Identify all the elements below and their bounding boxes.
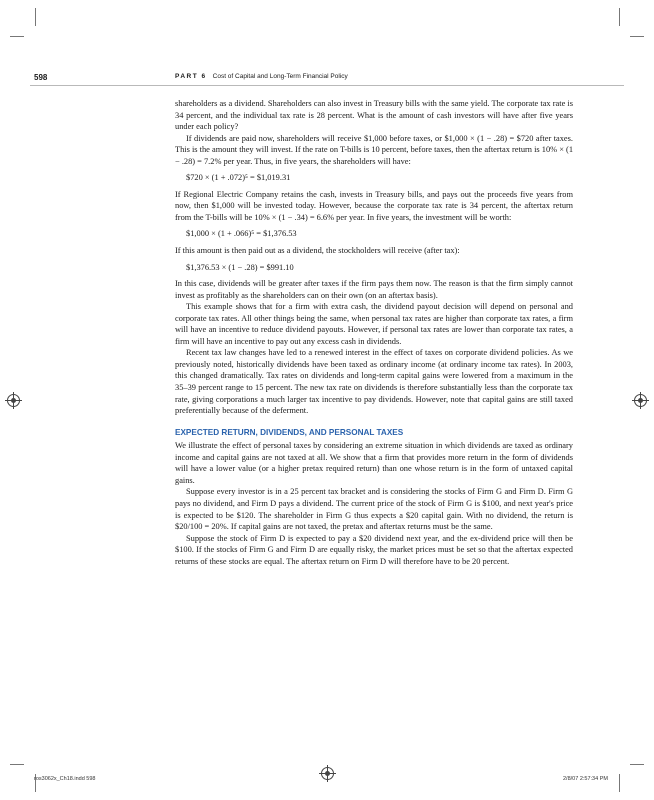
paragraph: shareholders as a dividend. Shareholders can also invest in Treasury bills with the same yield. The corporate tax rate is 34 percent, and the individual tax rate is 28 percent. What is the amount of cash investors will have after five years under each policy? [175, 99, 573, 132]
paragraph: Suppose the stock of Firm D is expected to pay a $20 dividend next year, and the ex-dividend price will then be $100. If the stocks of Firm G and Firm D are equally risky, the market prices must be set so that the aftertax expected returns of these stocks are equal. The aftertax return on Firm D will therefore have to be 20 percent. [175, 533, 573, 566]
paragraph: We illustrate the effect of personal taxes by considering an extreme situation in which dividends are taxed as ordinary income and capital gains are not taxed at all. We show that a firm that provides more return in the form of dividends will have a lower value (or a higher pretax required return) than one whose return is in the form of untaxed capital gains. [175, 441, 573, 485]
crop-mark [630, 36, 644, 37]
running-title: Cost of Capital and Long-Term Financial Policy [212, 73, 348, 80]
paragraph: If Regional Electric Company retains the cash, invests in Treasury bills, and pays out the proceeds five years from now, then $1,000 will be invested today. However, because the corporate tax rate is 34 percent, the aftertax return from the T-bills will be 10% × (1 − .34) = 6.6% per year. In five years, the investment will be worth: [175, 189, 573, 222]
paragraph: Suppose every investor is in a 25 percent tax bracket and is considering the stocks of Firm G and Firm D. Firm G pays no dividend, and Firm D pays a dividend. The current price of the stock of Firm G is $100, and next year's price is expected to be $120. The shareholder in Firm G thus expects a $20 capital gain. With no dividend, the return is $20/100 = 20%. If capital gains are not taxed, the pretax and aftertax returns must be the same. [175, 487, 573, 532]
section-heading: EXPECTED RETURN, DIVIDENDS, AND PERSONAL TAXES [175, 427, 404, 437]
page-body [175, 98, 573, 567]
paragraph: Recent tax law changes have led to a renewed interest in the effect of taxes on corporate dividend policies. As we previously noted, historically dividends have been taxed as ordinary income (at ordinary income tax rates). In 2003, this changed dramatically. Tax rates on dividends and long-term capital gains were lowered from a maximum in the 35–39 percent range to 15 percent. The new tax rate on dividends is therefore substantially less than the corporate tax rate, giving corporations a much larger tax incentive to pay dividends. However, note that capital gains are still taxed preferentially because of the deferment. [175, 348, 573, 416]
crop-mark [10, 36, 24, 37]
registration-mark-icon [321, 767, 334, 780]
crop-mark [619, 8, 620, 26]
crop-mark [35, 8, 36, 26]
equation: $1,000 × (1 + .066)⁵ = $1,376.53 [186, 229, 297, 239]
equation: $720 × (1 + .072)⁵ = $1,019.31 [186, 173, 291, 183]
paragraph: In this case, dividends will be greater after taxes if the firm pays them now. The reason is that the firm simply cannot invest as profitably as the shareholders can on their own (on an aftertax basis). [175, 279, 573, 300]
running-header [175, 73, 348, 80]
part-label: PART 6 [175, 73, 207, 80]
header-rule [30, 85, 624, 86]
footer-timestamp: 2/8/07 2:57:34 PM [563, 776, 608, 782]
crop-mark [619, 774, 620, 792]
crop-mark [10, 764, 24, 765]
paragraph: This example shows that for a firm with extra cash, the dividend payout decision will depend on personal and corporate tax rates. All other things being the same, when personal tax rates are higher than corporate tax rates, a firm will have an incentive to reduce dividend payouts. However, if personal tax rates are lower than corporate tax rates, a firm will have an incentive to pay out any excess cash in dividends. [175, 302, 573, 346]
paragraph: If dividends are paid now, shareholders will receive $1,000 before taxes, or $1,000 × (1 − .28) = $720 after taxes. This is the amount they will invest. If the rate on T-bills is 10 percent, before taxes, then the aftertax return is 10% × (1 − .28) = 7.2% per year. Thus, in five years, the shareholders will have: [175, 133, 574, 166]
equation: $1,376.53 × (1 − .28) = $991.10 [186, 262, 294, 272]
paragraph: If this amount is then paid out as a dividend, the stockholders will receive (after tax): [175, 246, 460, 256]
registration-mark-icon [634, 394, 647, 407]
registration-mark-icon [7, 394, 20, 407]
page-number: 598 [34, 73, 48, 82]
footer-file-slug: ros3062x_Ch18.indd 598 [34, 776, 96, 782]
crop-mark [630, 764, 644, 765]
